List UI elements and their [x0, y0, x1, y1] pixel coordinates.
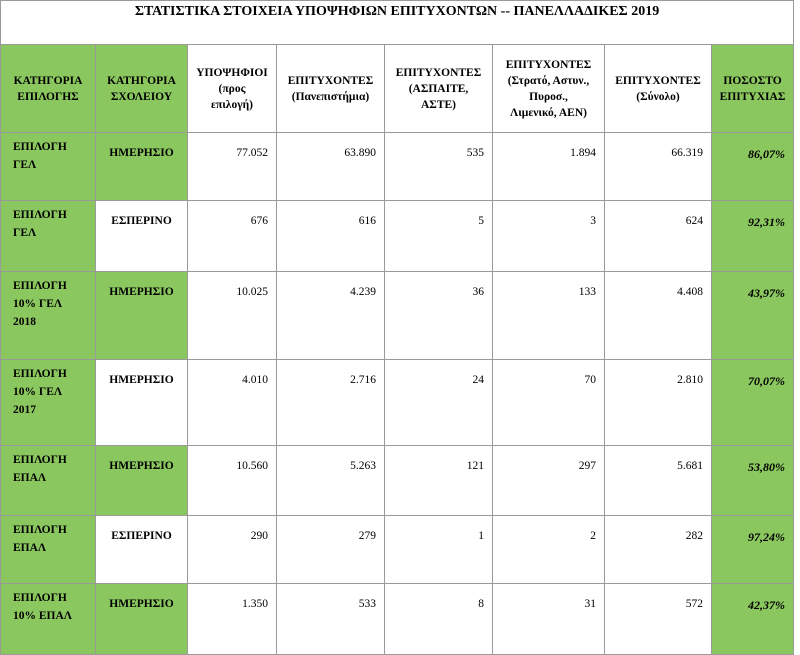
- selection-cell: ΕΠΙΛΟΓΗ 10% ΓΕΛ 2018: [1, 272, 96, 360]
- candidates-cell: 10.560: [188, 446, 277, 516]
- header-candidates: ΥΠΟΨΗΦΙΟΙ (προς επιλογή): [188, 45, 277, 133]
- total-cell: 5.681: [605, 446, 712, 516]
- military-cell: 2: [493, 516, 605, 584]
- table-row: [1, 201, 794, 272]
- table-row: [1, 133, 794, 201]
- table-row: [1, 584, 794, 655]
- aspaite-cell: 36: [385, 272, 493, 360]
- header-total: ΕΠΙΤΥΧΟΝΤΕΣ (Σύνολο): [605, 45, 712, 133]
- school-cell: ΗΜΕΡΗΣΙΟ: [96, 133, 188, 201]
- candidates-cell: 77.052: [188, 133, 277, 201]
- table-title: ΣΤΑΤΙΣΤΙΚΑ ΣΤΟΙΧΕΙΑ ΥΠΟΨΗΦΙΩΝ ΕΠΙΤΥΧΟΝΤΩΝ -- ΠΑΝΕΛΛΑΔΙΚΕΣ 2019: [1, 1, 794, 45]
- total-cell: 4.408: [605, 272, 712, 360]
- aspaite-cell: 8: [385, 584, 493, 655]
- header-aspaite: ΕΠΙΤΥΧΟΝΤΕΣ (ΑΣΠΑΙΤΕ, ΑΣΤΕ): [385, 45, 493, 133]
- table-row: [1, 360, 794, 446]
- universities-cell: 4.239: [277, 272, 385, 360]
- total-cell: 282: [605, 516, 712, 584]
- universities-cell: 533: [277, 584, 385, 655]
- rate-cell: 43,97%: [712, 272, 794, 360]
- header-universities: ΕΠΙΤΥΧΟΝΤΕΣ (Πανεπιστήμια): [277, 45, 385, 133]
- military-cell: 31: [493, 584, 605, 655]
- school-cell: ΗΜΕΡΗΣΙΟ: [96, 360, 188, 446]
- total-cell: 66.319: [605, 133, 712, 201]
- military-cell: 1.894: [493, 133, 605, 201]
- school-cell: ΗΜΕΡΗΣΙΟ: [96, 272, 188, 360]
- rate-cell: 70,07%: [712, 360, 794, 446]
- school-cell: ΗΜΕΡΗΣΙΟ: [96, 584, 188, 655]
- military-cell: 70: [493, 360, 605, 446]
- candidates-cell: 676: [188, 201, 277, 272]
- selection-cell: ΕΠΙΛΟΓΗ ΕΠΑΛ: [1, 446, 96, 516]
- aspaite-cell: 535: [385, 133, 493, 201]
- header-selection-category: ΚΑΤΗΓΟΡΙΑ ΕΠΙΛΟΓΗΣ: [1, 45, 96, 133]
- universities-cell: 616: [277, 201, 385, 272]
- header-success-rate: ΠΟΣΟΣΤΟ ΕΠΙΤΥΧΙΑΣ: [712, 45, 794, 133]
- aspaite-cell: 121: [385, 446, 493, 516]
- military-cell: 133: [493, 272, 605, 360]
- universities-cell: 2.716: [277, 360, 385, 446]
- selection-cell: ΕΠΙΛΟΓΗ 10% ΓΕΛ 2017: [1, 360, 96, 446]
- military-cell: 3: [493, 201, 605, 272]
- candidates-cell: 10.025: [188, 272, 277, 360]
- selection-cell: ΕΠΙΛΟΓΗ 10% ΕΠΑΛ: [1, 584, 96, 655]
- table-row: [1, 272, 794, 360]
- aspaite-cell: 24: [385, 360, 493, 446]
- rate-cell: 97,24%: [712, 516, 794, 584]
- universities-cell: 279: [277, 516, 385, 584]
- candidates-cell: 1.350: [188, 584, 277, 655]
- universities-cell: 63.890: [277, 133, 385, 201]
- title-row: [1, 1, 794, 45]
- rate-cell: 53,80%: [712, 446, 794, 516]
- total-cell: 2.810: [605, 360, 712, 446]
- header-row: [1, 45, 794, 133]
- rate-cell: 92,31%: [712, 201, 794, 272]
- school-cell: ΗΜΕΡΗΣΙΟ: [96, 446, 188, 516]
- selection-cell: ΕΠΙΛΟΓΗ ΓΕΛ: [1, 201, 96, 272]
- military-cell: 297: [493, 446, 605, 516]
- candidates-cell: 290: [188, 516, 277, 584]
- candidates-cell: 4.010: [188, 360, 277, 446]
- table-row: [1, 516, 794, 584]
- universities-cell: 5.263: [277, 446, 385, 516]
- aspaite-cell: 1: [385, 516, 493, 584]
- header-military: ΕΠΙΤΥΧΟΝΤΕΣ (Στρατό, Αστυν., Πυροσ., Λιμενικό, ΑΕΝ): [493, 45, 605, 133]
- selection-cell: ΕΠΙΛΟΓΗ ΓΕΛ: [1, 133, 96, 201]
- total-cell: 624: [605, 201, 712, 272]
- header-school-category: ΚΑΤΗΓΟΡΙΑ ΣΧΟΛΕΙΟΥ: [96, 45, 188, 133]
- total-cell: 572: [605, 584, 712, 655]
- rate-cell: 86,07%: [712, 133, 794, 201]
- selection-cell: ΕΠΙΛΟΓΗ ΕΠΑΛ: [1, 516, 96, 584]
- school-cell: ΕΣΠΕΡΙΝΟ: [96, 516, 188, 584]
- school-cell: ΕΣΠΕΡΙΝΟ: [96, 201, 188, 272]
- table-row: [1, 446, 794, 516]
- rate-cell: 42,37%: [712, 584, 794, 655]
- aspaite-cell: 5: [385, 201, 493, 272]
